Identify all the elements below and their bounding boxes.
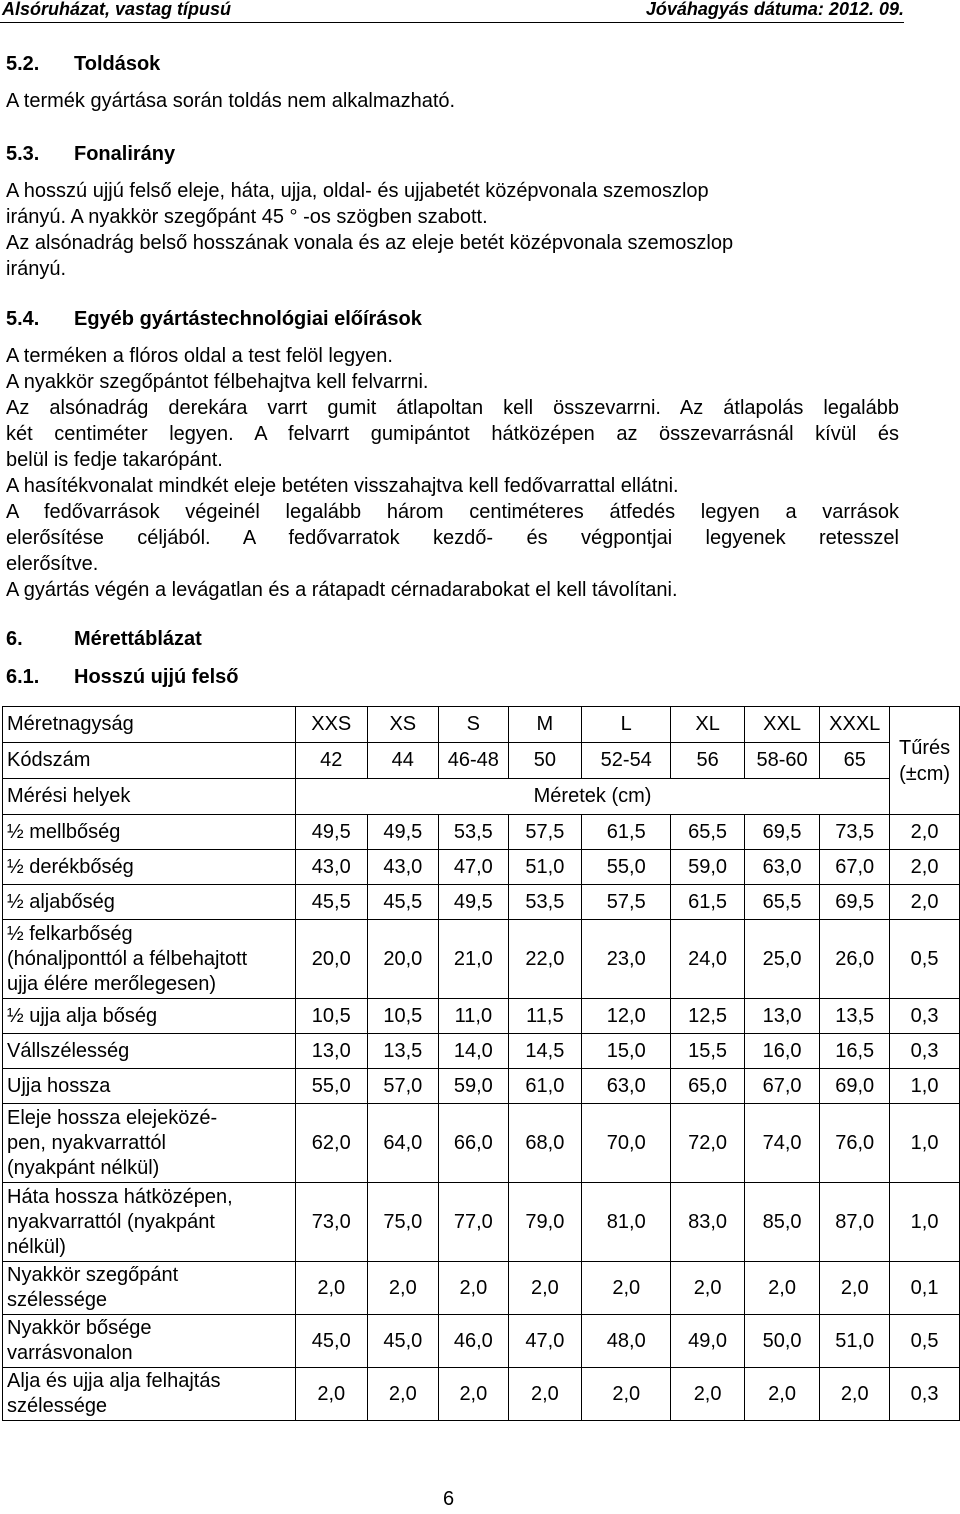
value-cell: 77,0 (439, 1183, 509, 1262)
value-cell: 61,0 (508, 1069, 582, 1104)
value-cell: 25,0 (744, 920, 819, 999)
table-row (3, 920, 960, 999)
value-cell: 74,0 (744, 1104, 819, 1183)
row-label: ½ mellbőség (3, 815, 296, 850)
paragraph-line: elerősítése céljából. A fedővarratok kezdő- és végpontjai legyenek retesszel (6, 527, 899, 549)
value-cell: 65,0 (671, 1069, 745, 1104)
measure-label: Mérési helyek (3, 779, 296, 815)
section-title: Fonalirány (74, 143, 176, 165)
size-cell: L (582, 707, 671, 743)
code-cell: 44 (367, 743, 439, 779)
value-cell: 12,0 (582, 999, 671, 1034)
paragraph-line: A terméken a flóros oldal a test felöl legyen. (6, 345, 393, 367)
value-cell: 57,0 (367, 1069, 439, 1104)
value-cell: 13,0 (744, 999, 819, 1034)
table-row (3, 885, 960, 920)
section-number: 6.1. (6, 666, 40, 688)
section-title: Egyéb gyártástechnológiai előírások (74, 308, 422, 330)
value-cell: 62,0 (295, 1104, 367, 1183)
value-cell: 70,0 (582, 1104, 671, 1183)
value-cell: 73,0 (295, 1183, 367, 1262)
code-cell: 56 (671, 743, 745, 779)
value-cell: 69,5 (820, 885, 890, 920)
value-cell: 2,0 (671, 1368, 745, 1421)
value-cell: 85,0 (744, 1183, 819, 1262)
table-row (3, 1069, 960, 1104)
table-row (3, 1262, 960, 1315)
tolerance-cell: 1,0 (890, 1183, 960, 1262)
tolerance-cell: 2,0 (890, 885, 960, 920)
value-cell: 69,5 (744, 815, 819, 850)
paragraph-line: A nyakkör szegőpántot félbehajtva kell felvarrni. (6, 371, 429, 393)
value-cell: 2,0 (295, 1262, 367, 1315)
paragraph-line: A fedővarrások végeinél legalább három centiméteres átfedés legyen a varrások (6, 501, 899, 523)
value-cell: 21,0 (439, 920, 509, 999)
value-cell: 46,0 (439, 1315, 509, 1368)
value-cell: 14,0 (439, 1034, 509, 1069)
paragraph-line: A hosszú ujjú felső eleje, háta, ujja, oldal- és ujjabetét középvonala szemoszlop (6, 180, 709, 202)
paragraph-line: elerősítve. (6, 553, 99, 575)
value-cell: 57,5 (508, 815, 582, 850)
value-cell: 2,0 (820, 1262, 890, 1315)
value-cell: 55,0 (295, 1069, 367, 1104)
value-cell: 13,5 (367, 1034, 439, 1069)
paragraph-line: Az alsónadrág derekára varrt gumit átlapoltan kell összevarrni. Az átlapolás legalább (6, 397, 899, 419)
paragraph-line: belül is fedje takarópánt. (6, 449, 223, 471)
value-cell: 2,0 (367, 1368, 439, 1421)
value-cell: 45,5 (367, 885, 439, 920)
tolerance-cell: 2,0 (890, 850, 960, 885)
row-label: Vállszélesség (3, 1034, 296, 1069)
size-table (2, 706, 960, 1421)
paragraph-line: két centiméter legyen. A felvarrt gumipántot hátközépen az összevarrásnál kívül és (6, 423, 899, 445)
value-cell: 49,5 (295, 815, 367, 850)
value-cell: 15,0 (582, 1034, 671, 1069)
table-row (3, 1104, 960, 1183)
code-label: Kódszám (3, 743, 296, 779)
value-cell: 73,5 (820, 815, 890, 850)
size-cell: XXS (295, 707, 367, 743)
value-cell: 15,5 (671, 1034, 745, 1069)
size-cell: XXXL (820, 707, 890, 743)
value-cell: 13,5 (820, 999, 890, 1034)
row-label: ½ aljabőség (3, 885, 296, 920)
row-label: Nyakkör szegőpánt szélessége (3, 1262, 296, 1315)
value-cell: 61,5 (671, 885, 745, 920)
value-cell: 75,0 (367, 1183, 439, 1262)
value-cell: 11,0 (439, 999, 509, 1034)
value-cell: 24,0 (671, 920, 745, 999)
section-title: Mérettáblázat (74, 628, 202, 650)
code-cell: 65 (820, 743, 890, 779)
table-row (3, 850, 960, 885)
value-cell: 2,0 (439, 1368, 509, 1421)
table-row (3, 1183, 960, 1262)
paragraph: A termék gyártása során toldás nem alkalmazható. (6, 90, 456, 112)
row-label: Eleje hossza elejeközé- pen, nyakvarrattól (nyakpánt nélkül) (3, 1104, 296, 1183)
value-cell: 13,0 (295, 1034, 367, 1069)
row-label: ½ derékbőség (3, 850, 296, 885)
measure-header-row (3, 779, 960, 815)
section-number: 5.2. (6, 53, 40, 75)
value-cell: 2,0 (367, 1262, 439, 1315)
value-cell: 2,0 (671, 1262, 745, 1315)
tolerance-cell: 0,5 (890, 1315, 960, 1368)
value-cell: 45,5 (295, 885, 367, 920)
value-cell: 2,0 (820, 1368, 890, 1421)
size-label: Méretnagyság (3, 707, 296, 743)
code-cell: 58-60 (744, 743, 819, 779)
paragraph-line: A gyártás végén a levágatlan és a rátapadt cérnadarabokat el kell távolítani. (6, 579, 678, 601)
code-cell: 46-48 (439, 743, 509, 779)
value-cell: 72,0 (671, 1104, 745, 1183)
value-cell: 50,0 (744, 1315, 819, 1368)
value-cell: 2,0 (439, 1262, 509, 1315)
value-cell: 66,0 (439, 1104, 509, 1183)
size-cell: XL (671, 707, 745, 743)
value-cell: 10,5 (295, 999, 367, 1034)
row-label: Ujja hossza (3, 1069, 296, 1104)
value-cell: 49,5 (439, 885, 509, 920)
size-cell: XS (367, 707, 439, 743)
value-cell: 51,0 (820, 1315, 890, 1368)
value-cell: 45,0 (367, 1315, 439, 1368)
table-row (3, 1315, 960, 1368)
tolerance-cell: 2,0 (890, 815, 960, 850)
value-cell: 2,0 (582, 1262, 671, 1315)
value-cell: 47,0 (508, 1315, 582, 1368)
row-label: ½ ujja alja bőség (3, 999, 296, 1034)
value-cell: 43,0 (295, 850, 367, 885)
value-cell: 67,0 (820, 850, 890, 885)
tolerance-cell: 0,3 (890, 999, 960, 1034)
page-header (0, 0, 904, 23)
value-cell: 11,5 (508, 999, 582, 1034)
row-label: Alja és ujja alja felhajtás szélessége (3, 1368, 296, 1421)
value-cell: 81,0 (582, 1183, 671, 1262)
section-title: Toldások (74, 53, 161, 75)
value-cell: 59,0 (439, 1069, 509, 1104)
value-cell: 2,0 (744, 1262, 819, 1315)
section-number: 6. (6, 628, 23, 650)
value-cell: 12,5 (671, 999, 745, 1034)
value-cell: 20,0 (367, 920, 439, 999)
value-cell: 76,0 (820, 1104, 890, 1183)
value-cell: 2,0 (295, 1368, 367, 1421)
size-header-row (3, 707, 960, 743)
value-cell: 53,5 (439, 815, 509, 850)
tolerance-cell: 0,5 (890, 920, 960, 999)
value-cell: 45,0 (295, 1315, 367, 1368)
paragraph-line: irányú. A nyakkör szegőpánt 45 ° -os szögben szabott. (6, 206, 488, 228)
tolerance-cell: 0,3 (890, 1368, 960, 1421)
size-cell: M (508, 707, 582, 743)
value-cell: 23,0 (582, 920, 671, 999)
code-row (3, 743, 960, 779)
value-cell: 59,0 (671, 850, 745, 885)
code-cell: 42 (295, 743, 367, 779)
value-cell: 48,0 (582, 1315, 671, 1368)
table-row (3, 815, 960, 850)
value-cell: 83,0 (671, 1183, 745, 1262)
tolerance-cell: 1,0 (890, 1069, 960, 1104)
table-row (3, 1368, 960, 1421)
value-cell: 55,0 (582, 850, 671, 885)
value-cell: 65,5 (671, 815, 745, 850)
section-number: 5.3. (6, 143, 40, 165)
value-cell: 2,0 (744, 1368, 819, 1421)
section-title: Hosszú ujjú felső (74, 666, 239, 688)
value-cell: 49,5 (367, 815, 439, 850)
paragraph-line: Az alsónadrág belső hosszának vonala és az eleje betét középvonala szemoszlop (6, 232, 734, 254)
value-cell: 43,0 (367, 850, 439, 885)
row-label: ½ felkarbőség (hónaljponttól a félbehajtott ujja élére merőlegesen) (3, 920, 296, 999)
value-cell: 2,0 (582, 1368, 671, 1421)
value-cell: 69,0 (820, 1069, 890, 1104)
value-cell: 79,0 (508, 1183, 582, 1262)
value-cell: 2,0 (508, 1262, 582, 1315)
value-cell: 57,5 (582, 885, 671, 920)
value-cell: 87,0 (820, 1183, 890, 1262)
measure-unit: Méretek (cm) (295, 779, 889, 815)
tolerance-cell: 0,3 (890, 1034, 960, 1069)
value-cell: 20,0 (295, 920, 367, 999)
size-cell: S (439, 707, 509, 743)
value-cell: 49,0 (671, 1315, 745, 1368)
code-cell: 50 (508, 743, 582, 779)
section-number: 5.4. (6, 308, 40, 330)
value-cell: 16,0 (744, 1034, 819, 1069)
value-cell: 51,0 (508, 850, 582, 885)
value-cell: 68,0 (508, 1104, 582, 1183)
row-label: Háta hossza hátközépen, nyakvarrattól (nyakpánt nélkül) (3, 1183, 296, 1262)
value-cell: 47,0 (439, 850, 509, 885)
paragraph-line: irányú. (6, 258, 67, 280)
value-cell: 65,5 (744, 885, 819, 920)
value-cell: 14,5 (508, 1034, 582, 1069)
code-cell: 52-54 (582, 743, 671, 779)
header-approval-date: Jóváhagyás dátuma: 2012. 09. (645, 0, 904, 19)
value-cell: 61,5 (582, 815, 671, 850)
row-label: Nyakkör bősége varrásvonalon (3, 1315, 296, 1368)
value-cell: 63,0 (582, 1069, 671, 1104)
page-number: 6 (443, 1488, 455, 1510)
value-cell: 16,5 (820, 1034, 890, 1069)
tolerance-cell: 1,0 (890, 1104, 960, 1183)
value-cell: 63,0 (744, 850, 819, 885)
size-cell: XXL (744, 707, 819, 743)
value-cell: 53,5 (508, 885, 582, 920)
table-row (3, 999, 960, 1034)
value-cell: 10,5 (367, 999, 439, 1034)
value-cell: 22,0 (508, 920, 582, 999)
value-cell: 26,0 (820, 920, 890, 999)
paragraph-line: A hasítékvonalat mindkét eleje betéten visszahajtva kell fedővarrattal ellátni. (6, 475, 679, 497)
value-cell: 67,0 (744, 1069, 819, 1104)
tolerance-header: Tűrés (±cm) (890, 707, 960, 815)
value-cell: 64,0 (367, 1104, 439, 1183)
value-cell: 2,0 (508, 1368, 582, 1421)
header-title: Alsóruházat, vastag típusú (2, 0, 232, 19)
tolerance-cell: 0,1 (890, 1262, 960, 1315)
table-row (3, 1034, 960, 1069)
